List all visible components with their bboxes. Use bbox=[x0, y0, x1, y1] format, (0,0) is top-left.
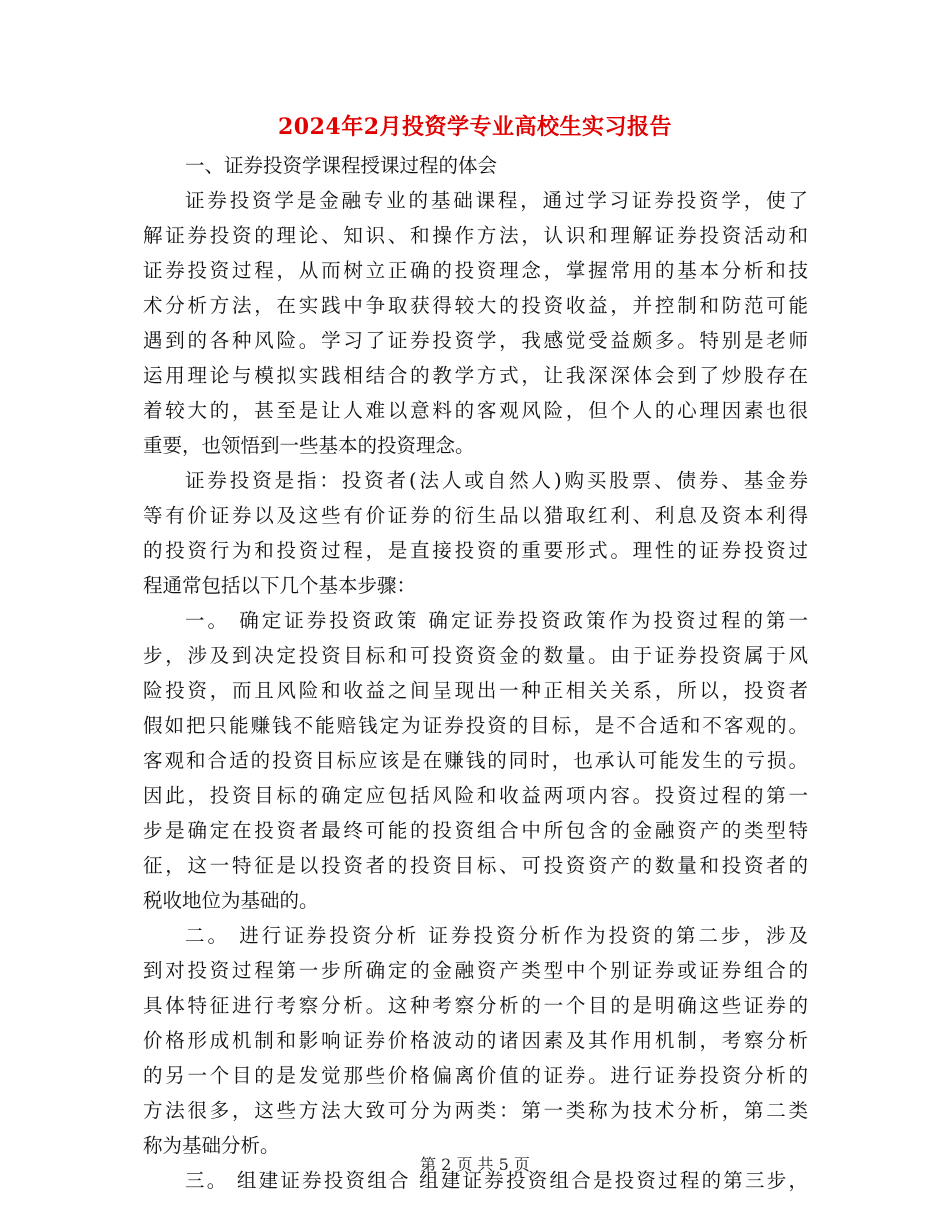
text-line: 术分析方法，在实践中争取获得较大的投资收益，并控制和防范可能 bbox=[143, 294, 808, 317]
text-line: 方法很多，这些方法大致可分为两类：第一类称为技术分析，第二类 bbox=[143, 1099, 808, 1122]
text-line: 因此，投资目标的确定应包括风险和收益两项内容。投资过程的第一 bbox=[143, 784, 808, 807]
text-line: 具体特征进行考察分析。这种考察分析的一个目的是明确这些证券的 bbox=[143, 994, 808, 1017]
text-line: 重要，也领悟到一些基本的投资理念。 bbox=[143, 434, 475, 457]
text-line: 等有价证券以及这些有价证券的衍生品以猎取红利、利息及资本利得 bbox=[143, 504, 808, 527]
text-line: 解证券投资的理论、知识、和操作方法，认识和理解证券投资活动和 bbox=[143, 224, 808, 247]
text-line: 的投资行为和投资过程，是直接投资的重要形式。理性的证券投资过 bbox=[143, 539, 808, 562]
text-line: 运用理论与模拟实践相结合的教学方式，让我深深体会到了炒股存在 bbox=[143, 364, 808, 387]
text-line: 三。 组建证券投资组合 组建证券投资组合是投资过程的第三步， bbox=[185, 1169, 808, 1192]
text-line: 价格形成机制和影响证券价格波动的诸因素及其作用机制，考察分析 bbox=[143, 1029, 808, 1052]
text-line: 着较大的，甚至是让人难以意料的客观风险，但个人的心理因素也很 bbox=[143, 399, 808, 422]
text-line: 步，涉及到决定投资目标和可投资资金的数量。由于证券投资属于风 bbox=[143, 644, 808, 667]
text-line: 遇到的各种风险。学习了证券投资学，我感觉受益颇多。特别是老师 bbox=[143, 329, 808, 352]
text-line: 证券投资学是金融专业的基础课程，通过学习证券投资学，使了 bbox=[185, 189, 808, 212]
text-line: 步是确定在投资者最终可能的投资组合中所包含的金融资产的类型特 bbox=[143, 819, 808, 842]
text-line: 一。 确定证券投资政策 确定证券投资政策作为投资过程的第一 bbox=[185, 609, 808, 632]
section-heading: 一、证券投资学课程授课过程的体会 bbox=[185, 154, 498, 177]
text-line: 客观和合适的投资目标应该是在赚钱的同时，也承认可能发生的亏损。 bbox=[143, 749, 808, 772]
text-line: 二。 进行证券投资分析 证券投资分析作为投资的第二步，涉及 bbox=[185, 924, 808, 947]
text-line: 的另一个目的是发觉那些价格偏离价值的证券。进行证券投资分析的 bbox=[143, 1064, 808, 1087]
text-line: 证券投资过程，从而树立正确的投资理念，掌握常用的基本分析和技 bbox=[143, 259, 808, 282]
text-line: 险投资，而且风险和收益之间呈现出一种正相关关系，所以，投资者 bbox=[143, 679, 808, 702]
document-body bbox=[143, 148, 808, 1198]
text-line: 称为基础分析。 bbox=[143, 1134, 280, 1157]
text-line: 征，这一特征是以投资者的投资目标、可投资资产的数量和投资者的 bbox=[143, 854, 808, 877]
page-number: 第 2 页 共 5 页 bbox=[420, 1155, 530, 1174]
text-line: 税收地位为基础的。 bbox=[143, 889, 319, 912]
text-line: 证券投资是指：投资者(法人或自然人)购买股票、债券、基金券 bbox=[185, 469, 808, 492]
text-line: 程通常包括以下几个基本步骤： bbox=[143, 574, 417, 597]
text-line: 到对投资过程第一步所确定的金融资产类型中个别证券或证券组合的 bbox=[143, 959, 808, 982]
text-line: 假如把只能赚钱不能赔钱定为证券投资的目标，是不合适和不客观的。 bbox=[143, 714, 808, 737]
document-title: 2024年2月投资学专业高校生实习报告 bbox=[277, 114, 673, 140]
